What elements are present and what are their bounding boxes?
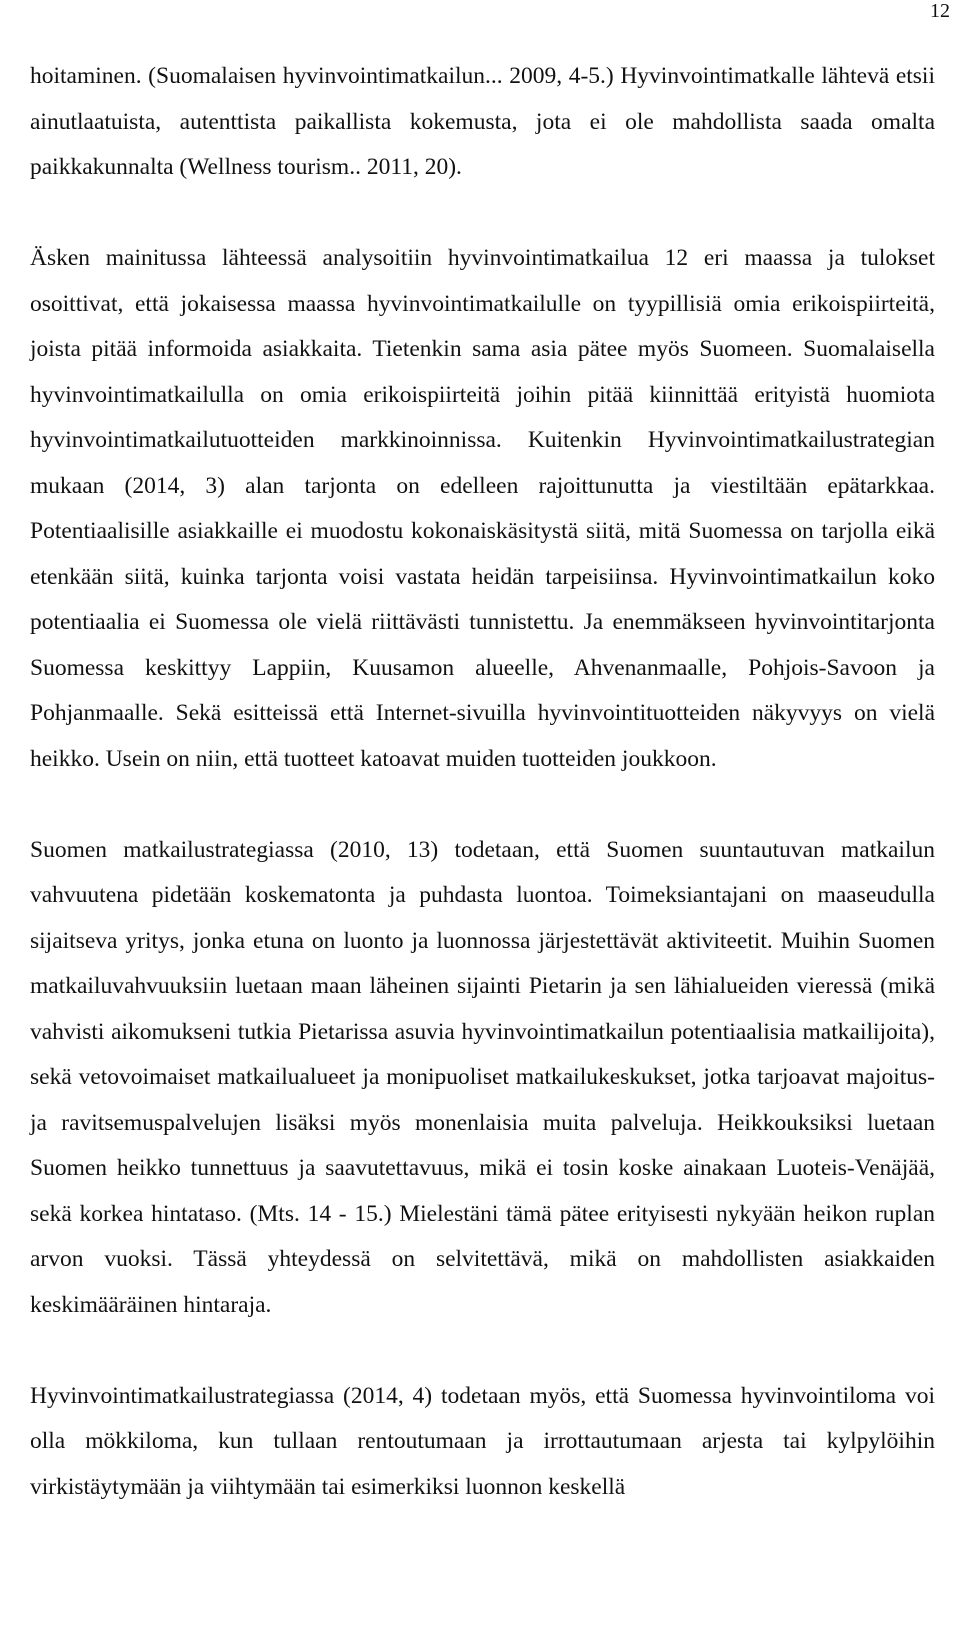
paragraph-4: Hyvinvointimatkailustrategiassa (2014, 4) todetaan myös, että Suomessa hyvinvointiloma voi olla mökkiloma, kun tullaan rentoutumaan ja irrottautumaan arjesta tai kylpylöihin virkistäytymään ja viihtymään tai esimerkiksi luonnon keskellä (30, 1382, 935, 1500)
document-body (30, 54, 935, 1510)
page-number: 12 (930, 0, 950, 22)
paragraph-1: hoitaminen. (Suomalaisen hyvinvointimatkailun... 2009, 4-5.) Hyvinvointimatkalle lähtevä etsii ainutlaatuista, autenttista paikallista kokemusta, jota ei ole mahdollista saada omalta paikkakunnalta (Wellness tourism.. 2011, 20). (30, 63, 935, 180)
paragraph-2: Äsken mainitussa lähteessä analysoitiin hyvinvointimatkailua 12 eri maassa ja tulokset osoittivat, että jokaisessa maassa hyvinvointimatkailulle on tyypillisiä omia erikoispiirteitä, joista pitää informoida asiakkaita. Tietenkin sama asia pätee myös Suomeen. Suomalaisella hyvinvointimatkailulla on omia erikoispiirteitä joihin pitää kiinnittää erityistä huomiota hyvinvointimatkailutuotteiden markkinoinnissa. Kuitenkin Hyvinvointimatkailustrategian mukaan (2014, 3) alan tarjonta on edelleen rajoittunutta ja viestiltään epätarkkaa. Potentiaalisille asiakkaille ei muodostu kokonaiskäsitystä siitä, mitä Suomessa on tarjolla eikä etenkään siitä, kuinka tarjonta voisi vastata heidän tarpeisiinsa. Hyvinvointimatkailun koko potentiaalia ei Suomessa ole vielä riittävästi tunnistettu. Ja enemmäkseen hyvinvointitarjonta Suomessa keskittyy Lappiin, Kuusamon alueelle, Ahvenanmaalle, Pohjois-Savoon ja Pohjanmaalle. Sekä esitteissä että Internet-sivuilla hyvinvointituotteiden näkyvyys on vielä heikko. Usein on niin, että tuotteet katoavat muiden tuotteiden joukkoon. (30, 245, 935, 772)
paragraph-3: Suomen matkailustrategiassa (2010, 13) todetaan, että Suomen suuntautuvan matkailun vahvuutena pidetään koskematonta ja puhdasta luontoa. Toimeksiantajani on maaseudulla sijaitseva yritys, jonka etuna on luonto ja luonnossa järjestettävät aktiviteetit. Muihin Suomen matkailuvahvuuksiin luetaan maan läheinen sijainti Pietarin ja sen lähialueiden vieressä (mikä vahvisti aikomukseni tutkia Pietarissa asuvia hyvinvointimatkailun potentiaalisia matkailijoita), sekä vetovoimaiset matkailualueet ja monipuoliset matkailukeskukset, jotka tarjoavat majoitus- ja ravitsemuspalvelujen lisäksi myös monenlaisia muita palveluja. Heikkouksiksi luetaan Suomen heikko tunnettuus ja saavutettavuus, mikä ei tosin koske ainakaan Luoteis-Venäjää, sekä korkea hintataso. (Mts. 14 - 15.) Mielestäni tämä pätee erityisesti nykyään heikon ruplan arvon vuoksi. Tässä yhteydessä on selvitettävä, mikä on mahdollisten asiakkaiden keskimääräinen hintaraja. (30, 836, 935, 1318)
